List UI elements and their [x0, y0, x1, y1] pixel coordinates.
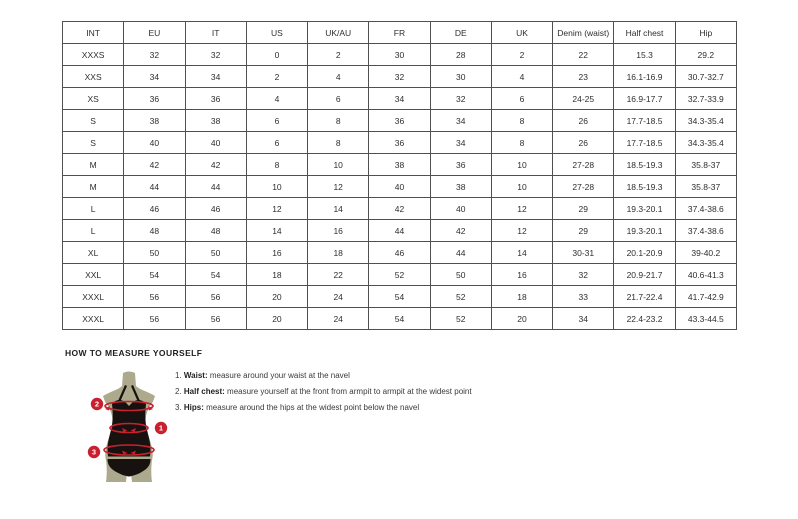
- table-cell: 38: [185, 110, 246, 132]
- table-row: [63, 308, 737, 330]
- table-cell: 24-25: [553, 88, 614, 110]
- table-cell: 12: [491, 198, 552, 220]
- table-cell: 29: [553, 220, 614, 242]
- table-cell: 44: [430, 242, 491, 264]
- table-row: [63, 264, 737, 286]
- table-row: [63, 176, 737, 198]
- table-cell: M: [63, 154, 124, 176]
- header-cell: Denim (waist): [553, 22, 614, 44]
- size-table-body: [63, 44, 737, 330]
- table-cell: 16.9-17.7: [614, 88, 675, 110]
- table-cell: 34: [185, 66, 246, 88]
- table-cell: 34: [430, 132, 491, 154]
- table-cell: 44: [185, 176, 246, 198]
- table-cell: 8: [491, 110, 552, 132]
- table-cell: 17.7-18.5: [614, 110, 675, 132]
- table-cell: 34: [369, 88, 430, 110]
- header-cell: Hip: [675, 22, 736, 44]
- table-row: [63, 44, 737, 66]
- table-cell: 12: [491, 220, 552, 242]
- table-cell: 32: [369, 66, 430, 88]
- table-cell: 16: [308, 220, 369, 242]
- table-cell: 44: [369, 220, 430, 242]
- table-cell: 32: [553, 264, 614, 286]
- table-row: [63, 88, 737, 110]
- table-cell: 54: [369, 286, 430, 308]
- table-cell: 46: [124, 198, 185, 220]
- table-cell: 36: [369, 110, 430, 132]
- table-cell: 10: [491, 154, 552, 176]
- table-cell: 18: [308, 242, 369, 264]
- table-cell: 28: [430, 44, 491, 66]
- table-cell: 52: [369, 264, 430, 286]
- table-cell: 29.2: [675, 44, 736, 66]
- table-cell: 40: [185, 132, 246, 154]
- measure-steps: [175, 368, 595, 416]
- table-cell: 14: [308, 198, 369, 220]
- table-cell: XS: [63, 88, 124, 110]
- table-cell: 20: [246, 286, 307, 308]
- header-cell: US: [246, 22, 307, 44]
- table-cell: 20.9-21.7: [614, 264, 675, 286]
- table-cell: 16.1-16.9: [614, 66, 675, 88]
- table-cell: 22: [308, 264, 369, 286]
- table-cell: 8: [246, 154, 307, 176]
- table-cell: 34.3-35.4: [675, 110, 736, 132]
- table-cell: 56: [185, 308, 246, 330]
- table-row: [63, 242, 737, 264]
- table-cell: 10: [246, 176, 307, 198]
- table-cell: 8: [308, 132, 369, 154]
- table-cell: XXXL: [63, 308, 124, 330]
- table-cell: 30: [369, 44, 430, 66]
- table-cell: XXS: [63, 66, 124, 88]
- table-cell: XXXS: [63, 44, 124, 66]
- table-cell: 20: [246, 308, 307, 330]
- table-cell: 36: [369, 132, 430, 154]
- table-cell: 6: [491, 88, 552, 110]
- size-table-head: [63, 22, 737, 44]
- table-cell: 16: [246, 242, 307, 264]
- table-cell: XXXL: [63, 286, 124, 308]
- table-cell: 38: [124, 110, 185, 132]
- table-cell: 40: [430, 198, 491, 220]
- table-cell: 30: [430, 66, 491, 88]
- table-cell: 2: [308, 44, 369, 66]
- measure-step: 2. Half chest: measure yourself at the front from armpit to armpit at the widest point: [175, 387, 472, 396]
- table-cell: 15.3: [614, 44, 675, 66]
- table-cell: M: [63, 176, 124, 198]
- table-cell: 56: [124, 286, 185, 308]
- table-cell: 34.3-35.4: [675, 132, 736, 154]
- table-cell: L: [63, 198, 124, 220]
- table-row: [63, 110, 737, 132]
- table-row: [63, 154, 737, 176]
- table-row: [63, 286, 737, 308]
- header-cell: Half chest: [614, 22, 675, 44]
- table-cell: 44: [124, 176, 185, 198]
- table-cell: 19.3-20.1: [614, 220, 675, 242]
- table-row: [63, 220, 737, 242]
- table-cell: 24: [308, 308, 369, 330]
- header-cell: IT: [185, 22, 246, 44]
- header-cell: EU: [124, 22, 185, 44]
- table-cell: 12: [308, 176, 369, 198]
- table-cell: 54: [185, 264, 246, 286]
- table-cell: 17.7-18.5: [614, 132, 675, 154]
- table-cell: 34: [430, 110, 491, 132]
- table-cell: 14: [246, 220, 307, 242]
- table-row: [63, 132, 737, 154]
- table-cell: 4: [308, 66, 369, 88]
- table-cell: 52: [430, 308, 491, 330]
- table-cell: 8: [308, 110, 369, 132]
- table-cell: 22.4-23.2: [614, 308, 675, 330]
- table-cell: 43.3-44.5: [675, 308, 736, 330]
- table-cell: 36: [430, 154, 491, 176]
- table-cell: 6: [246, 132, 307, 154]
- table-cell: 37.4-38.6: [675, 198, 736, 220]
- table-cell: XL: [63, 242, 124, 264]
- table-cell: 26: [553, 132, 614, 154]
- table-cell: 4: [491, 66, 552, 88]
- table-cell: 10: [308, 154, 369, 176]
- table-cell: L: [63, 220, 124, 242]
- table-cell: 36: [185, 88, 246, 110]
- table-cell: 40.6-41.3: [675, 264, 736, 286]
- table-cell: 6: [246, 110, 307, 132]
- table-cell: 42: [430, 220, 491, 242]
- table-cell: 36: [124, 88, 185, 110]
- table-cell: S: [63, 132, 124, 154]
- table-cell: 35.8-37: [675, 176, 736, 198]
- table-cell: 18: [246, 264, 307, 286]
- table-cell: 27-28: [553, 154, 614, 176]
- table-cell: 40: [124, 132, 185, 154]
- table-cell: 20.1-20.9: [614, 242, 675, 264]
- table-cell: 12: [246, 198, 307, 220]
- table-cell: 48: [185, 220, 246, 242]
- table-cell: 42: [369, 198, 430, 220]
- table-cell: 2: [491, 44, 552, 66]
- table-cell: 46: [185, 198, 246, 220]
- table-cell: 37.4-38.6: [675, 220, 736, 242]
- table-cell: 23: [553, 66, 614, 88]
- table-cell: 42: [124, 154, 185, 176]
- table-cell: 41.7-42.9: [675, 286, 736, 308]
- table-cell: 39-40.2: [675, 242, 736, 264]
- table-cell: 21.7-22.4: [614, 286, 675, 308]
- table-cell: 8: [491, 132, 552, 154]
- table-cell: 29: [553, 198, 614, 220]
- measure-step: 1. Waist: measure around your waist at the navel: [175, 371, 350, 380]
- table-cell: 33: [553, 286, 614, 308]
- table-cell: 16: [491, 264, 552, 286]
- table-cell: 19.3-20.1: [614, 198, 675, 220]
- table-cell: 20: [491, 308, 552, 330]
- table-cell: 30-31: [553, 242, 614, 264]
- table-cell: 30.7-32.7: [675, 66, 736, 88]
- table-cell: 38: [430, 176, 491, 198]
- size-table-header-row: [63, 22, 737, 44]
- table-cell: 4: [246, 88, 307, 110]
- mannequin-illustration: [84, 369, 184, 491]
- table-cell: 46: [369, 242, 430, 264]
- table-cell: XXL: [63, 264, 124, 286]
- table-cell: 35.8-37: [675, 154, 736, 176]
- table-cell: 22: [553, 44, 614, 66]
- header-cell: INT: [63, 22, 124, 44]
- table-cell: 48: [124, 220, 185, 242]
- table-cell: 26: [553, 110, 614, 132]
- table-cell: 32: [430, 88, 491, 110]
- table-cell: 24: [308, 286, 369, 308]
- table-row: [63, 198, 737, 220]
- table-cell: 2: [246, 66, 307, 88]
- badge-waist-number: 1: [158, 423, 164, 433]
- badge-hips-number: 3: [91, 447, 97, 457]
- table-cell: S: [63, 110, 124, 132]
- table-cell: 52: [430, 286, 491, 308]
- table-cell: 6: [308, 88, 369, 110]
- table-cell: 56: [124, 308, 185, 330]
- table-cell: 54: [124, 264, 185, 286]
- table-cell: 40: [369, 176, 430, 198]
- table-cell: 0: [246, 44, 307, 66]
- table-cell: 50: [430, 264, 491, 286]
- measure-step: 3. Hips: measure around the hips at the widest point below the navel: [175, 403, 420, 412]
- table-row: [63, 66, 737, 88]
- table-cell: 38: [369, 154, 430, 176]
- header-cell: DE: [430, 22, 491, 44]
- header-cell: UK/AU: [308, 22, 369, 44]
- table-cell: 32: [185, 44, 246, 66]
- header-cell: FR: [369, 22, 430, 44]
- table-cell: 18.5-19.3: [614, 176, 675, 198]
- table-cell: 54: [369, 308, 430, 330]
- table-cell: 34: [124, 66, 185, 88]
- table-cell: 10: [491, 176, 552, 198]
- table-cell: 56: [185, 286, 246, 308]
- measure-section-title: HOW TO MEASURE YOURSELF: [65, 348, 203, 358]
- table-cell: 50: [124, 242, 185, 264]
- table-cell: 34: [553, 308, 614, 330]
- table-cell: 50: [185, 242, 246, 264]
- badge-chest-number: 2: [94, 399, 100, 409]
- table-cell: 14: [491, 242, 552, 264]
- table-cell: 18.5-19.3: [614, 154, 675, 176]
- header-cell: UK: [491, 22, 552, 44]
- table-cell: 18: [491, 286, 552, 308]
- table-cell: 32.7-33.9: [675, 88, 736, 110]
- table-cell: 42: [185, 154, 246, 176]
- size-conversion-table: [62, 21, 737, 330]
- measurement-figure: [84, 369, 184, 491]
- table-cell: 27-28: [553, 176, 614, 198]
- table-cell: 32: [124, 44, 185, 66]
